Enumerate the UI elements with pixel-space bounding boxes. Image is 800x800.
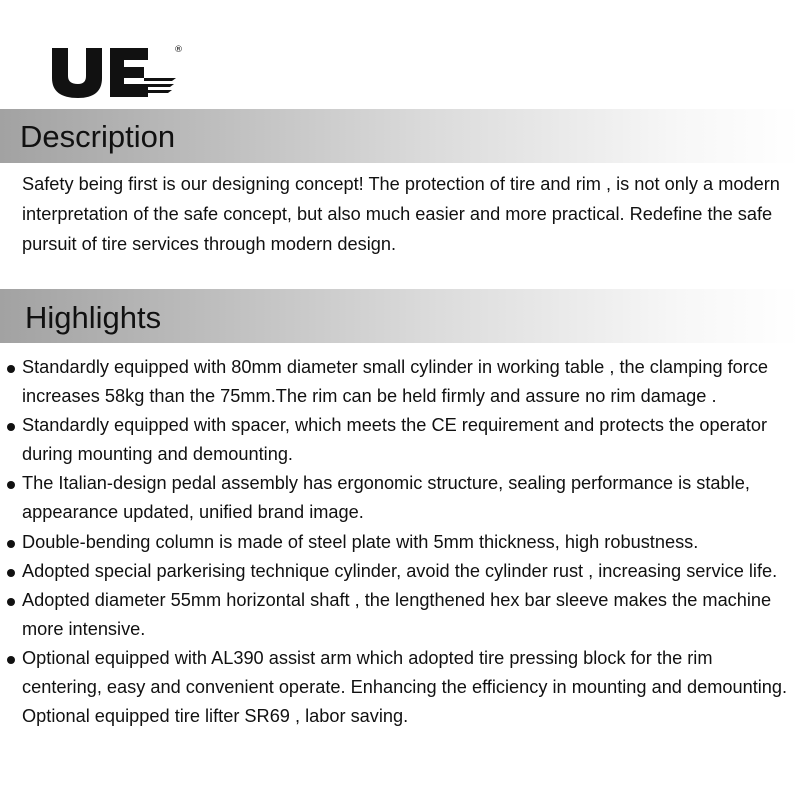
highlight-item: Double-bending column is made of steel plate with 5mm thickness, high robustness. [0,528,800,557]
description-header-bar [0,109,800,163]
highlight-item: The Italian-design pedal assembly has ergonomic structure, sealing performance is stable, appearance updated, unified brand image. [0,469,800,527]
logo-text: UE [48,40,50,41]
highlight-item: Standardly equipped with spacer, which meets the CE requirement and protects the operator during mounting and demounting. [0,411,800,469]
highlights-header-bar [0,289,800,343]
ue-logo [48,40,183,102]
highlight-item: Adopted diameter 55mm horizontal shaft , the lengthened hex bar sleeve makes the machine more intensive. [0,586,800,644]
highlights-list [0,353,800,731]
highlights-title: Highlights [25,300,162,335]
highlight-item: Standardly equipped with 80mm diameter small cylinder in working table , the clamping force increases 58kg than the 75mm.The rim can be held firmly and assure no rim damage . [0,353,800,411]
description-title: Description [20,119,176,154]
description-text: Safety being first is our designing concept! The protection of tire and rim , is not only a modern interpretation of the safe concept, but also much easier and more practical. Redefine the safe pursuit of tire services through modern design. [22,174,780,254]
highlight-item: Adopted special parkerising technique cylinder, avoid the cylinder rust , increasing service life. [0,557,800,586]
highlight-item: Optional equipped with AL390 assist arm which adopted tire pressing block for the rim centering, easy and convenient operate. Enhancing the efficiency in mounting and demounting. Optional equipped tire lifter SR69 , labor saving. [0,644,800,731]
registered-mark: ® [174,45,183,55]
ue-logo-mark [48,40,183,102]
